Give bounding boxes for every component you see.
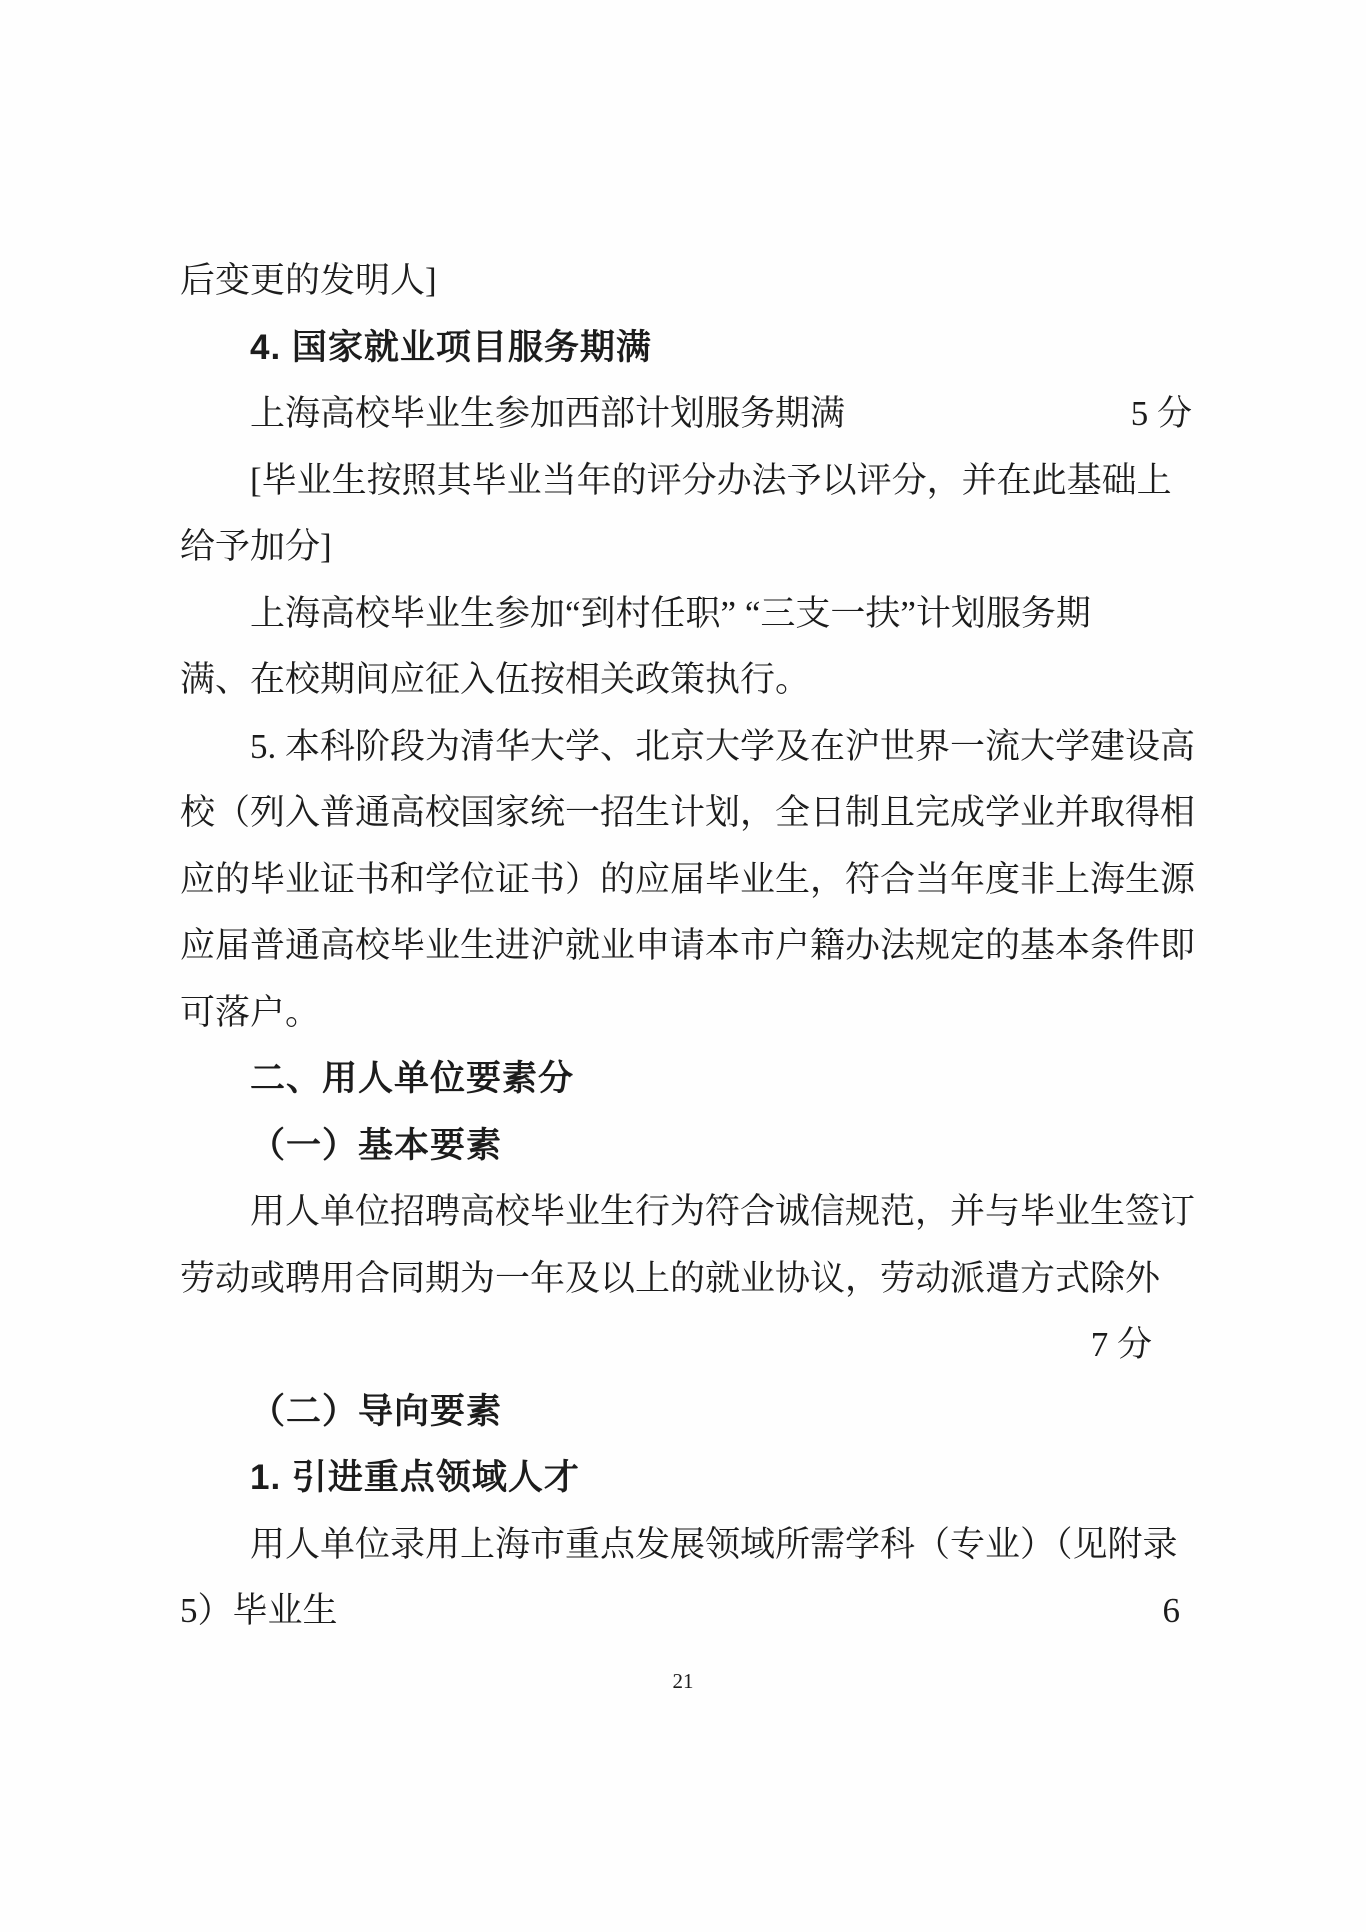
line-inventor-change-continuation <box>180 248 1192 315</box>
line-village-service-part1 <box>180 581 1192 648</box>
line-item5-undergrad-part5 <box>180 980 1192 1047</box>
line-text: [毕业生按照其毕业当年的评分办法予以评分，并在此基础上 <box>250 460 1172 500</box>
line-village-service-part2 <box>180 647 1192 714</box>
heading-text: 二、用人单位要素分 <box>250 1059 575 1098</box>
line-item5-undergrad-part4 <box>180 913 1196 980</box>
line-employer-integrity-part2 <box>180 1246 1192 1313</box>
line-text: 用人单位录用上海市重点发展领域所需学科（专业）（见附录 <box>250 1524 1178 1564</box>
line-text: 给予加分] <box>180 527 332 566</box>
heading-text: （一）基本要素 <box>250 1125 503 1165</box>
heading-section2-employer-factors <box>180 1046 1192 1113</box>
document-body <box>180 248 1196 1645</box>
line-item5-undergrad-part2 <box>180 780 1196 847</box>
score-west-plan: 5 分 <box>1130 394 1192 433</box>
heading-item1-key-field-talent <box>180 1445 1192 1512</box>
score-key-field: 6 <box>1162 1591 1180 1630</box>
line-employer-integrity-part1 <box>180 1179 1196 1246</box>
heading-text: （二）导向要素 <box>250 1391 503 1431</box>
line-text: 应届普通高校毕业生进沪就业申请本市户籍办法规定的基本条件即 <box>180 926 1196 965</box>
line-text: 上海高校毕业生参加西部计划服务期满 <box>250 394 846 433</box>
line-text: 可落户。 <box>180 992 321 1032</box>
page-number: 21 <box>672 1669 694 1693</box>
line-text: 后变更的发明人] <box>180 261 437 300</box>
line-employer-basic-score <box>180 1312 1192 1379</box>
heading-text: 4. 国家就业项目服务期满 <box>250 327 652 367</box>
heading-text: 1. 引进重点领域人才 <box>250 1458 580 1497</box>
line-key-field-recruit-part1 <box>180 1512 1192 1579</box>
line-item5-undergrad-part1 <box>180 714 1196 781</box>
line-text: 上海高校毕业生参加“到村任职” “三支一扶”计划服务期 <box>250 593 1091 633</box>
line-text: 用人单位招聘高校毕业生行为符合诚信规范，并与毕业生签订 <box>250 1192 1196 1231</box>
line-text: 5. 本科阶段为清华大学、北京大学及在沪世界一流大学建设高 <box>250 726 1196 766</box>
heading-sub2-orientation-factors <box>180 1379 1192 1446</box>
line-key-field-recruit-part2 <box>180 1578 1192 1645</box>
line-text: 应的毕业证书和学位证书）的应届毕业生，符合当年度非上海生源 <box>180 859 1196 899</box>
line-scoring-note-part1 <box>180 448 1192 515</box>
line-west-plan-service <box>180 381 1192 448</box>
heading-item4-national-employment-program <box>180 315 1192 382</box>
heading-sub1-basic-factors <box>180 1113 1192 1180</box>
line-text: 5）毕业生 <box>180 1591 338 1630</box>
line-text: 满、在校期间应征入伍按相关政策执行。 <box>180 660 811 699</box>
line-item5-undergrad-part3 <box>180 847 1196 914</box>
line-text: 劳动或聘用合同期为一年及以上的就业协议，劳动派遣方式除外 <box>180 1258 1161 1298</box>
line-text: 校（列入普通高校国家统一招生计划，全日制且完成学业并取得相 <box>180 793 1196 832</box>
line-scoring-note-part2 <box>180 514 1192 581</box>
score-employer-basic: 7 分 <box>1090 1325 1152 1364</box>
